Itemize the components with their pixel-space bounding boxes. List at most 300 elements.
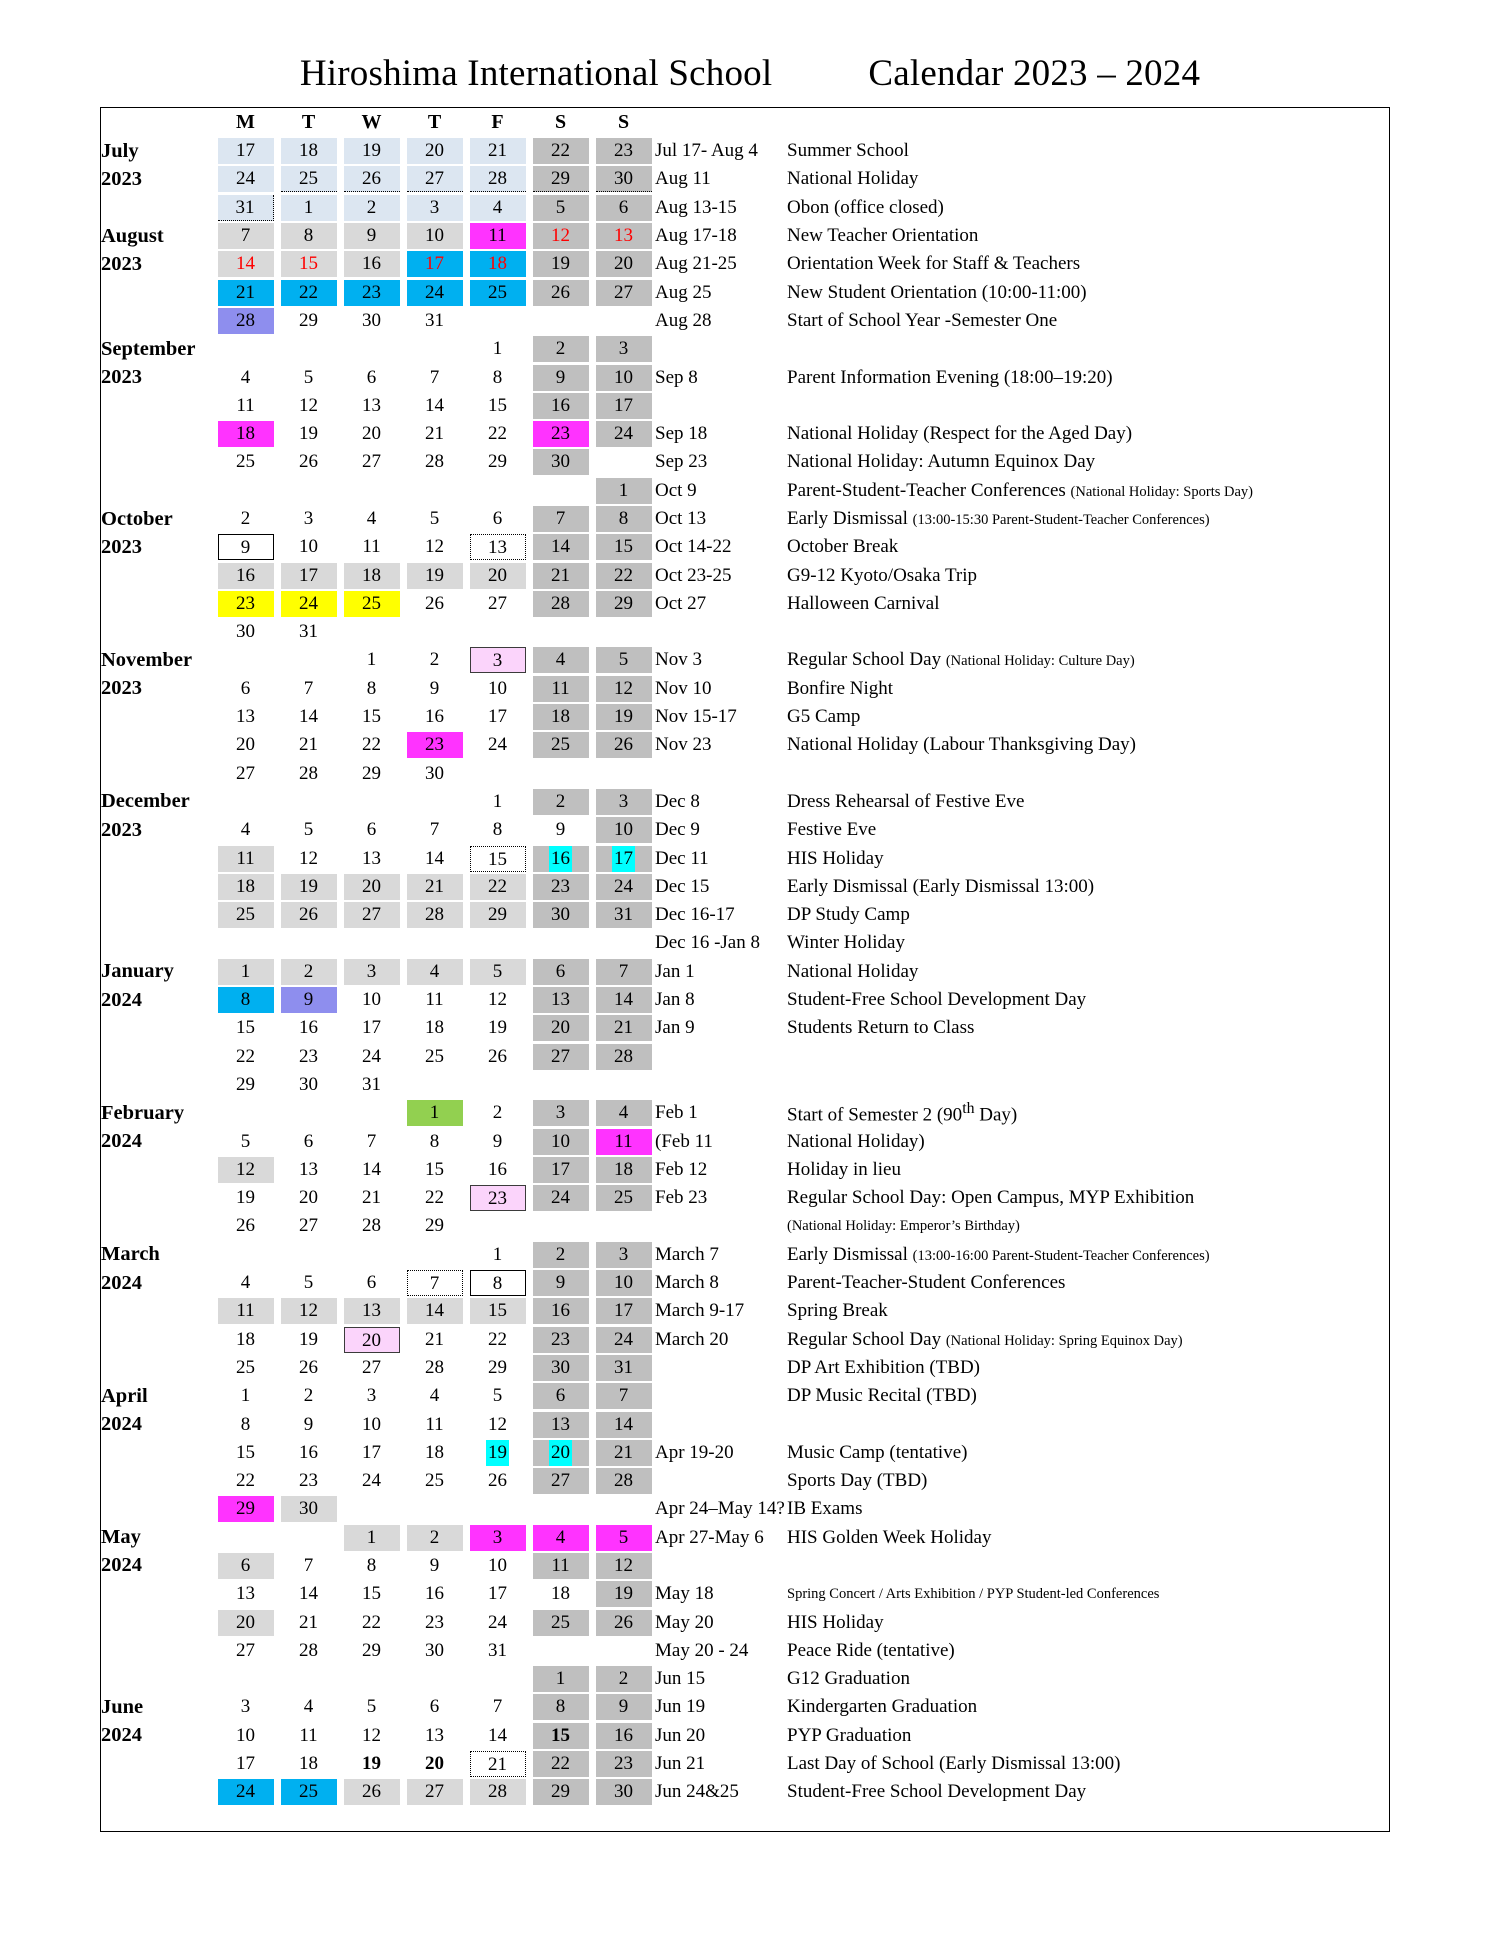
- day-cell[interactable]: [214, 731, 277, 759]
- day-cell[interactable]: [592, 1524, 655, 1552]
- day-cell[interactable]: [214, 1495, 277, 1523]
- day-cell[interactable]: [466, 873, 529, 901]
- day-cell[interactable]: [403, 1354, 466, 1382]
- day-cell[interactable]: [403, 816, 466, 844]
- day-cell[interactable]: [529, 1410, 592, 1438]
- day-cell[interactable]: [340, 646, 403, 674]
- day-cell[interactable]: [403, 873, 466, 901]
- day-cell[interactable]: [529, 1750, 592, 1778]
- day-cell[interactable]: [214, 844, 277, 872]
- day-cell[interactable]: [340, 1156, 403, 1184]
- day-cell[interactable]: [403, 448, 466, 476]
- day-cell[interactable]: [592, 844, 655, 872]
- day-cell[interactable]: [403, 646, 466, 674]
- day-cell[interactable]: [529, 873, 592, 901]
- day-cell[interactable]: [529, 986, 592, 1014]
- day-cell[interactable]: [529, 505, 592, 533]
- day-cell[interactable]: [214, 1439, 277, 1467]
- day-cell[interactable]: [529, 1325, 592, 1353]
- day-cell[interactable]: [403, 222, 466, 250]
- day-cell[interactable]: [466, 1580, 529, 1608]
- day-cell[interactable]: [214, 760, 277, 788]
- day-cell[interactable]: [592, 590, 655, 618]
- day-cell[interactable]: [340, 222, 403, 250]
- day-cell[interactable]: [529, 335, 592, 363]
- day-cell[interactable]: [214, 307, 277, 335]
- day-cell[interactable]: [466, 222, 529, 250]
- day-cell[interactable]: [403, 1637, 466, 1665]
- day-cell[interactable]: [466, 1439, 529, 1467]
- day-cell[interactable]: [214, 901, 277, 929]
- day-cell[interactable]: [340, 1325, 403, 1353]
- day-cell[interactable]: [529, 363, 592, 391]
- day-cell[interactable]: [466, 1297, 529, 1325]
- day-cell[interactable]: [340, 307, 403, 335]
- day-cell[interactable]: [277, 505, 340, 533]
- day-cell[interactable]: [277, 1127, 340, 1155]
- day-cell[interactable]: [277, 844, 340, 872]
- day-cell[interactable]: [592, 1750, 655, 1778]
- day-cell[interactable]: [214, 1637, 277, 1665]
- day-cell[interactable]: [340, 1014, 403, 1042]
- day-cell[interactable]: [340, 760, 403, 788]
- day-cell[interactable]: [466, 1269, 529, 1297]
- day-cell[interactable]: [340, 816, 403, 844]
- day-cell[interactable]: [403, 703, 466, 731]
- day-cell[interactable]: [277, 1580, 340, 1608]
- day-cell[interactable]: [592, 1184, 655, 1212]
- day-cell[interactable]: [403, 1722, 466, 1750]
- day-cell[interactable]: [340, 561, 403, 589]
- day-cell[interactable]: [340, 958, 403, 986]
- day-cell[interactable]: [403, 590, 466, 618]
- day-cell[interactable]: [592, 1552, 655, 1580]
- day-cell[interactable]: [592, 703, 655, 731]
- day-cell[interactable]: [277, 675, 340, 703]
- day-cell[interactable]: [277, 1495, 340, 1523]
- day-cell[interactable]: [340, 137, 403, 165]
- day-cell[interactable]: [466, 194, 529, 222]
- day-cell[interactable]: [214, 958, 277, 986]
- day-cell[interactable]: [592, 873, 655, 901]
- day-cell[interactable]: [592, 788, 655, 816]
- day-cell[interactable]: [529, 958, 592, 986]
- day-cell[interactable]: [214, 392, 277, 420]
- day-cell[interactable]: [277, 1410, 340, 1438]
- day-cell[interactable]: [529, 1524, 592, 1552]
- day-cell[interactable]: [277, 533, 340, 561]
- day-cell[interactable]: [340, 1127, 403, 1155]
- day-cell[interactable]: [592, 958, 655, 986]
- day-cell[interactable]: [214, 1269, 277, 1297]
- day-cell[interactable]: [403, 1043, 466, 1071]
- day-cell[interactable]: [214, 1552, 277, 1580]
- day-cell[interactable]: [340, 194, 403, 222]
- day-cell[interactable]: [466, 165, 529, 193]
- day-cell[interactable]: [592, 1382, 655, 1410]
- day-cell[interactable]: [214, 448, 277, 476]
- day-cell[interactable]: [466, 420, 529, 448]
- day-cell[interactable]: [214, 675, 277, 703]
- day-cell[interactable]: [340, 1524, 403, 1552]
- day-cell[interactable]: [403, 420, 466, 448]
- day-cell[interactable]: [592, 194, 655, 222]
- day-cell[interactable]: [529, 222, 592, 250]
- day-cell[interactable]: [403, 363, 466, 391]
- day-cell[interactable]: [466, 1156, 529, 1184]
- day-cell[interactable]: [592, 533, 655, 561]
- day-cell[interactable]: [403, 1467, 466, 1495]
- day-cell[interactable]: [277, 165, 340, 193]
- day-cell[interactable]: [529, 1467, 592, 1495]
- day-cell[interactable]: [403, 1297, 466, 1325]
- day-cell[interactable]: [592, 1693, 655, 1721]
- day-cell[interactable]: [277, 1778, 340, 1806]
- day-cell[interactable]: [214, 1722, 277, 1750]
- day-cell[interactable]: [592, 477, 655, 505]
- day-cell[interactable]: [592, 675, 655, 703]
- day-cell[interactable]: [277, 590, 340, 618]
- day-cell[interactable]: [466, 1382, 529, 1410]
- day-cell[interactable]: [529, 194, 592, 222]
- day-cell[interactable]: [592, 1722, 655, 1750]
- day-cell[interactable]: [466, 335, 529, 363]
- day-cell[interactable]: [466, 816, 529, 844]
- day-cell[interactable]: [592, 986, 655, 1014]
- day-cell[interactable]: [214, 137, 277, 165]
- day-cell[interactable]: [529, 533, 592, 561]
- day-cell[interactable]: [340, 1608, 403, 1636]
- day-cell[interactable]: [214, 1778, 277, 1806]
- day-cell[interactable]: [277, 901, 340, 929]
- day-cell[interactable]: [529, 646, 592, 674]
- day-cell[interactable]: [466, 1014, 529, 1042]
- day-cell[interactable]: [403, 958, 466, 986]
- day-cell[interactable]: [340, 1297, 403, 1325]
- day-cell[interactable]: [529, 1241, 592, 1269]
- day-cell[interactable]: [466, 1552, 529, 1580]
- day-cell[interactable]: [214, 1043, 277, 1071]
- day-cell[interactable]: [403, 278, 466, 306]
- day-cell[interactable]: [403, 194, 466, 222]
- day-cell[interactable]: [592, 561, 655, 589]
- day-cell[interactable]: [277, 137, 340, 165]
- day-cell[interactable]: [340, 165, 403, 193]
- day-cell[interactable]: [403, 165, 466, 193]
- day-cell[interactable]: [277, 420, 340, 448]
- day-cell[interactable]: [340, 1693, 403, 1721]
- day-cell[interactable]: [340, 278, 403, 306]
- day-cell[interactable]: [277, 194, 340, 222]
- day-cell[interactable]: [340, 590, 403, 618]
- day-cell[interactable]: [466, 278, 529, 306]
- day-cell[interactable]: [277, 1325, 340, 1353]
- day-cell[interactable]: [529, 420, 592, 448]
- day-cell[interactable]: [214, 816, 277, 844]
- day-cell[interactable]: [403, 1382, 466, 1410]
- day-cell[interactable]: [340, 1269, 403, 1297]
- day-cell[interactable]: [214, 1212, 277, 1240]
- day-cell[interactable]: [529, 1014, 592, 1042]
- day-cell[interactable]: [340, 392, 403, 420]
- day-cell[interactable]: [214, 363, 277, 391]
- day-cell[interactable]: [466, 1722, 529, 1750]
- day-cell[interactable]: [214, 1410, 277, 1438]
- day-cell[interactable]: [214, 1693, 277, 1721]
- day-cell[interactable]: [214, 1580, 277, 1608]
- day-cell[interactable]: [529, 392, 592, 420]
- day-cell[interactable]: [214, 1325, 277, 1353]
- day-cell[interactable]: [592, 278, 655, 306]
- day-cell[interactable]: [340, 986, 403, 1014]
- day-cell[interactable]: [466, 505, 529, 533]
- day-cell[interactable]: [529, 1608, 592, 1636]
- day-cell[interactable]: [214, 250, 277, 278]
- day-cell[interactable]: [277, 1382, 340, 1410]
- day-cell[interactable]: [592, 1325, 655, 1353]
- day-cell[interactable]: [592, 1156, 655, 1184]
- day-cell[interactable]: [214, 1297, 277, 1325]
- day-cell[interactable]: [214, 1382, 277, 1410]
- day-cell[interactable]: [403, 760, 466, 788]
- day-cell[interactable]: [592, 1467, 655, 1495]
- day-cell[interactable]: [592, 165, 655, 193]
- day-cell[interactable]: [340, 1722, 403, 1750]
- day-cell[interactable]: [592, 137, 655, 165]
- day-cell[interactable]: [592, 363, 655, 391]
- day-cell[interactable]: [214, 703, 277, 731]
- day-cell[interactable]: [592, 1241, 655, 1269]
- day-cell[interactable]: [466, 1099, 529, 1127]
- day-cell[interactable]: [592, 1665, 655, 1693]
- day-cell[interactable]: [466, 590, 529, 618]
- day-cell[interactable]: [403, 1410, 466, 1438]
- day-cell[interactable]: [592, 731, 655, 759]
- day-cell[interactable]: [277, 1269, 340, 1297]
- day-cell[interactable]: [403, 1269, 466, 1297]
- day-cell[interactable]: [403, 505, 466, 533]
- day-cell[interactable]: [529, 1552, 592, 1580]
- day-cell[interactable]: [340, 1439, 403, 1467]
- day-cell[interactable]: [277, 363, 340, 391]
- day-cell[interactable]: [214, 194, 277, 222]
- day-cell[interactable]: [592, 1269, 655, 1297]
- day-cell[interactable]: [466, 986, 529, 1014]
- day-cell[interactable]: [403, 1439, 466, 1467]
- day-cell[interactable]: [529, 1693, 592, 1721]
- day-cell[interactable]: [466, 1778, 529, 1806]
- day-cell[interactable]: [529, 844, 592, 872]
- day-cell[interactable]: [277, 561, 340, 589]
- day-cell[interactable]: [592, 505, 655, 533]
- day-cell[interactable]: [403, 1325, 466, 1353]
- day-cell[interactable]: [277, 307, 340, 335]
- day-cell[interactable]: [340, 363, 403, 391]
- day-cell[interactable]: [592, 1127, 655, 1155]
- day-cell[interactable]: [403, 392, 466, 420]
- day-cell[interactable]: [529, 1127, 592, 1155]
- day-cell[interactable]: [466, 1750, 529, 1778]
- day-cell[interactable]: [466, 703, 529, 731]
- day-cell[interactable]: [592, 1439, 655, 1467]
- day-cell[interactable]: [403, 1580, 466, 1608]
- day-cell[interactable]: [214, 165, 277, 193]
- day-cell[interactable]: [403, 731, 466, 759]
- day-cell[interactable]: [340, 505, 403, 533]
- day-cell[interactable]: [592, 222, 655, 250]
- day-cell[interactable]: [466, 1241, 529, 1269]
- day-cell[interactable]: [529, 675, 592, 703]
- day-cell[interactable]: [340, 873, 403, 901]
- day-cell[interactable]: [340, 1382, 403, 1410]
- day-cell[interactable]: [277, 250, 340, 278]
- day-cell[interactable]: [592, 1778, 655, 1806]
- day-cell[interactable]: [403, 307, 466, 335]
- day-cell[interactable]: [340, 731, 403, 759]
- day-cell[interactable]: [466, 363, 529, 391]
- day-cell[interactable]: [214, 1156, 277, 1184]
- day-cell[interactable]: [403, 986, 466, 1014]
- day-cell[interactable]: [277, 1043, 340, 1071]
- day-cell[interactable]: [592, 335, 655, 363]
- day-cell[interactable]: [214, 1354, 277, 1382]
- day-cell[interactable]: [403, 1127, 466, 1155]
- day-cell[interactable]: [214, 986, 277, 1014]
- day-cell[interactable]: [529, 1043, 592, 1071]
- day-cell[interactable]: [592, 646, 655, 674]
- day-cell[interactable]: [403, 1212, 466, 1240]
- day-cell[interactable]: [529, 250, 592, 278]
- day-cell[interactable]: [403, 1608, 466, 1636]
- day-cell[interactable]: [529, 1099, 592, 1127]
- day-cell[interactable]: [277, 1722, 340, 1750]
- day-cell[interactable]: [277, 618, 340, 646]
- day-cell[interactable]: [340, 1552, 403, 1580]
- day-cell[interactable]: [340, 1043, 403, 1071]
- day-cell[interactable]: [529, 278, 592, 306]
- day-cell[interactable]: [403, 901, 466, 929]
- day-cell[interactable]: [277, 1354, 340, 1382]
- day-cell[interactable]: [214, 222, 277, 250]
- day-cell[interactable]: [466, 958, 529, 986]
- day-cell[interactable]: [403, 1693, 466, 1721]
- day-cell[interactable]: [529, 137, 592, 165]
- day-cell[interactable]: [277, 1608, 340, 1636]
- day-cell[interactable]: [466, 1325, 529, 1353]
- day-cell[interactable]: [403, 137, 466, 165]
- day-cell[interactable]: [277, 1071, 340, 1099]
- day-cell[interactable]: [340, 844, 403, 872]
- day-cell[interactable]: [340, 250, 403, 278]
- day-cell[interactable]: [466, 788, 529, 816]
- day-cell[interactable]: [466, 1354, 529, 1382]
- day-cell[interactable]: [529, 1722, 592, 1750]
- day-cell[interactable]: [403, 1184, 466, 1212]
- day-cell[interactable]: [592, 1580, 655, 1608]
- day-cell[interactable]: [403, 561, 466, 589]
- day-cell[interactable]: [340, 1354, 403, 1382]
- day-cell[interactable]: [466, 561, 529, 589]
- day-cell[interactable]: [340, 1410, 403, 1438]
- day-cell[interactable]: [277, 1467, 340, 1495]
- day-cell[interactable]: [529, 901, 592, 929]
- day-cell[interactable]: [529, 1184, 592, 1212]
- day-cell[interactable]: [403, 533, 466, 561]
- day-cell[interactable]: [403, 1750, 466, 1778]
- day-cell[interactable]: [340, 1778, 403, 1806]
- day-cell[interactable]: [214, 561, 277, 589]
- day-cell[interactable]: [592, 901, 655, 929]
- day-cell[interactable]: [403, 1552, 466, 1580]
- day-cell[interactable]: [214, 1750, 277, 1778]
- day-cell[interactable]: [529, 1778, 592, 1806]
- day-cell[interactable]: [277, 958, 340, 986]
- day-cell[interactable]: [403, 1156, 466, 1184]
- day-cell[interactable]: [277, 1212, 340, 1240]
- day-cell[interactable]: [340, 901, 403, 929]
- day-cell[interactable]: [214, 420, 277, 448]
- day-cell[interactable]: [466, 250, 529, 278]
- day-cell[interactable]: [529, 703, 592, 731]
- day-cell[interactable]: [403, 1778, 466, 1806]
- day-cell[interactable]: [529, 165, 592, 193]
- day-cell[interactable]: [592, 1043, 655, 1071]
- day-cell[interactable]: [529, 590, 592, 618]
- day-cell[interactable]: [592, 1410, 655, 1438]
- day-cell[interactable]: [592, 816, 655, 844]
- day-cell[interactable]: [466, 731, 529, 759]
- day-cell[interactable]: [277, 731, 340, 759]
- day-cell[interactable]: [466, 675, 529, 703]
- day-cell[interactable]: [277, 703, 340, 731]
- day-cell[interactable]: [277, 1439, 340, 1467]
- day-cell[interactable]: [529, 1354, 592, 1382]
- day-cell[interactable]: [277, 1184, 340, 1212]
- day-cell[interactable]: [466, 1637, 529, 1665]
- day-cell[interactable]: [466, 1608, 529, 1636]
- day-cell[interactable]: [340, 533, 403, 561]
- day-cell[interactable]: [592, 1608, 655, 1636]
- day-cell[interactable]: [277, 1297, 340, 1325]
- day-cell[interactable]: [214, 1184, 277, 1212]
- day-cell[interactable]: [466, 901, 529, 929]
- day-cell[interactable]: [466, 1184, 529, 1212]
- day-cell[interactable]: [277, 816, 340, 844]
- day-cell[interactable]: [277, 1156, 340, 1184]
- day-cell[interactable]: [529, 561, 592, 589]
- day-cell[interactable]: [529, 1439, 592, 1467]
- day-cell[interactable]: [277, 1014, 340, 1042]
- day-cell[interactable]: [340, 703, 403, 731]
- day-cell[interactable]: [214, 505, 277, 533]
- day-cell[interactable]: [214, 533, 277, 561]
- day-cell[interactable]: [340, 1467, 403, 1495]
- day-cell[interactable]: [214, 1014, 277, 1042]
- day-cell[interactable]: [277, 1552, 340, 1580]
- day-cell[interactable]: [277, 392, 340, 420]
- day-cell[interactable]: [214, 1608, 277, 1636]
- day-cell[interactable]: [403, 250, 466, 278]
- day-cell[interactable]: [277, 986, 340, 1014]
- day-cell[interactable]: [529, 731, 592, 759]
- day-cell[interactable]: [529, 1156, 592, 1184]
- day-cell[interactable]: [340, 448, 403, 476]
- day-cell[interactable]: [277, 1693, 340, 1721]
- day-cell[interactable]: [277, 1750, 340, 1778]
- day-cell[interactable]: [466, 392, 529, 420]
- day-cell[interactable]: [529, 788, 592, 816]
- day-cell[interactable]: [466, 1043, 529, 1071]
